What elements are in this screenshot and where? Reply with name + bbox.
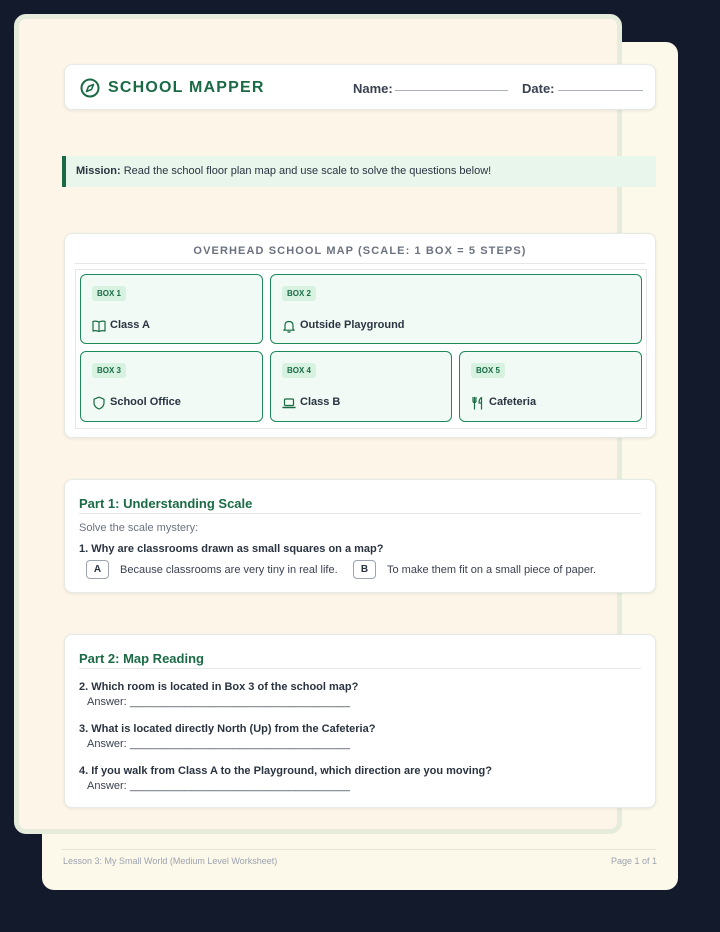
map-grid [75,269,647,429]
name-label: Name: [353,81,393,96]
utensils-icon [471,396,485,410]
question-2-emphasis: Box 3 [224,681,255,693]
book-icon [92,319,106,333]
laptop-icon [282,396,296,410]
box-badge: BOX 3 [92,363,126,378]
box-label: Cafeteria [489,396,537,408]
question-1: 1. Why are classrooms drawn as small squares on a map? [79,543,384,555]
part-2-title: Part 2: Map Reading [79,651,204,666]
question-4: 4. If you walk from Class A to the Playground, which direction are you moving? [79,765,492,777]
answer-label: Answer: [87,696,127,708]
map-box-1 [80,274,263,344]
part-2-card [64,634,656,808]
answer-blank: ____________________________________ [129,780,351,792]
question-3 [79,723,375,735]
compass-icon [80,78,100,98]
map-box-3 [80,351,263,422]
shield-icon [92,396,106,410]
mission-text: Read the school floor plan map and use scale to solve the questions below! [123,165,492,177]
part-1-card [64,479,656,593]
map-title: OVERHEAD SCHOOL MAP (SCALE: 1 BOX = 5 STEPS) [193,245,527,257]
question-3-text-end: from the Cafeteria? [271,723,376,735]
answer-label: Answer: [87,738,127,750]
part-1-subtitle: Solve the scale mystery: [79,522,199,534]
footer-divider [62,849,656,850]
school-map-card [64,233,656,438]
question-3-text: 3. What is located directly [79,723,218,735]
question-2-text: 2. Which room is located in [79,681,225,693]
footer-lesson: Lesson 3: My Small World (Medium Level Worksheet) [63,856,278,866]
answer-line-2[interactable] [87,696,350,708]
map-box-4 [270,351,452,422]
map-box-2 [270,274,642,344]
box-label: School Office [110,396,181,408]
option-b-button[interactable]: B [353,560,376,579]
box-badge: BOX 5 [471,363,505,378]
divider [79,668,641,669]
divider [75,263,645,264]
mission-banner [62,156,656,187]
box-label: Class B [300,396,341,408]
question-2-text-end: of the school map? [254,681,359,693]
map-box-5 [459,351,642,422]
box-badge: BOX 2 [282,286,316,301]
option-b-text: To make them fit on a small piece of paper. [387,564,597,576]
question-3-emphasis: North (Up) [217,723,272,735]
answer-label: Answer: [87,780,127,792]
box-badge: BOX 4 [282,363,316,378]
bell-icon [282,319,296,333]
box-badge: BOX 1 [92,286,126,301]
date-label: Date: [522,81,555,96]
box-label: Class A [110,319,150,331]
answer-line-3[interactable] [87,738,350,750]
option-a-text: Because classrooms are very tiny in real life. [120,564,338,576]
divider [79,513,641,514]
answer-blank: ____________________________________ [129,738,351,750]
question-2 [79,681,358,693]
date-field[interactable] [558,90,643,91]
answer-blank: ____________________________________ [129,696,351,708]
box-label: Outside Playground [300,319,405,331]
worksheet-header [64,64,656,110]
name-field[interactable] [395,90,508,91]
footer-page-number: Page 1 of 1 [610,856,657,866]
part-1-title: Part 1: Understanding Scale [79,496,253,511]
app-title: SCHOOL MAPPER [108,79,265,96]
mission-label: Mission: [76,165,121,177]
option-a-button[interactable]: A [86,560,109,579]
answer-line-4[interactable] [87,780,350,792]
